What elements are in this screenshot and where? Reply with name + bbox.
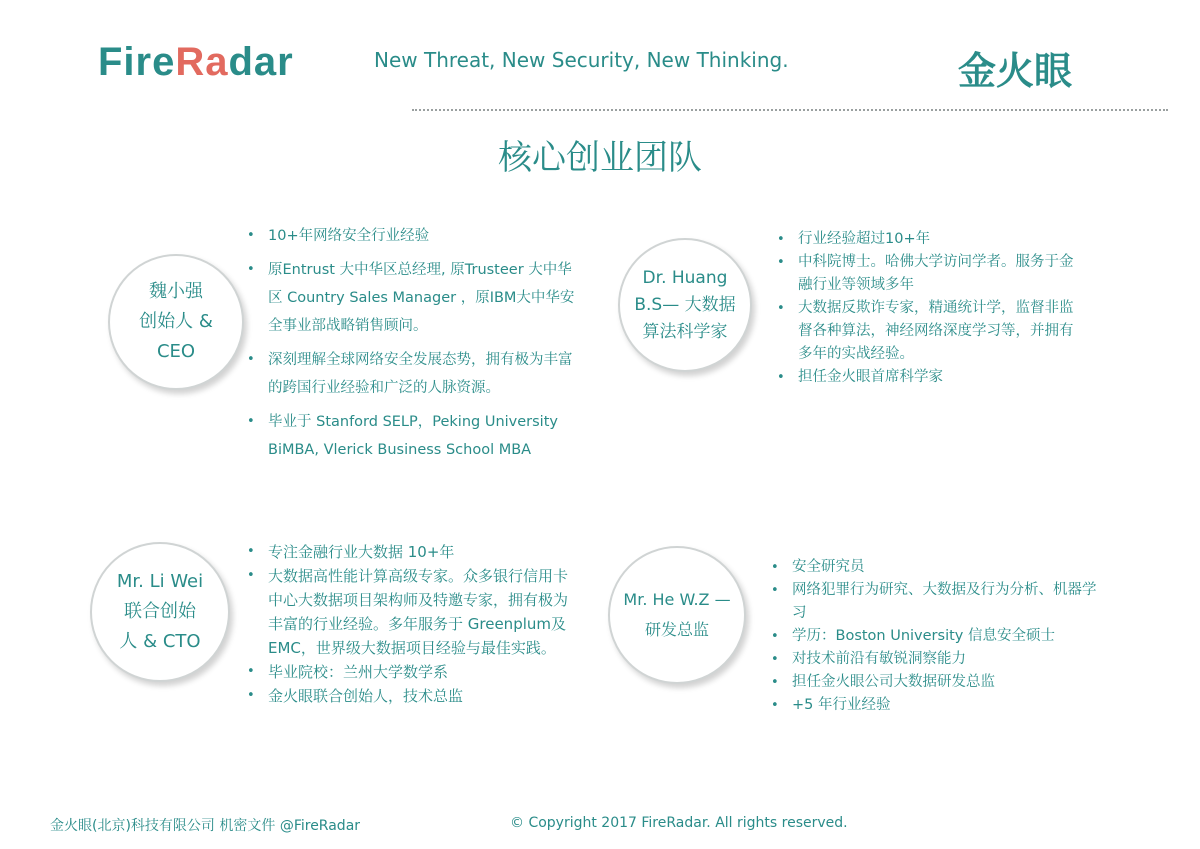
bullet-item: • 毕业院校：兰州大学数学系 bbox=[244, 660, 582, 684]
member-circle-rd bbox=[608, 546, 746, 684]
bullet-item: • 网络犯罪行为研究、大数据及行为分析、机器学习 bbox=[768, 579, 1108, 625]
footer-copyright: © Copyright 2017 FireRadar. All rights reserved. bbox=[510, 815, 848, 831]
bullet-item: • 专注金融行业大数据 10+年 bbox=[244, 540, 582, 564]
bullet-item: • 大数据高性能计算高级专家。众多银行信用卡中心大数据项目架构师及特邀专家，拥有极为丰富的行业经验。多年服务于 Greenplum及 EMC，世界级大数据项目经验与最佳实践。 bbox=[244, 564, 582, 660]
page-title: 核心创业团队 bbox=[498, 138, 702, 178]
bullet-item: • 对技术前沿有敏锐洞察能力 bbox=[768, 648, 1108, 671]
bullet-item: • 10+年网络安全行业经验 bbox=[244, 222, 584, 250]
member-bullets-rd bbox=[768, 556, 1108, 717]
bullet-item: • 中科院博士。哈佛大学访问学者。服务于金融行业等领域多年 bbox=[774, 251, 1074, 297]
brand-cn: 金火眼 bbox=[958, 49, 1073, 93]
bullet-item: • 金火眼联合创始人，技术总监 bbox=[244, 684, 582, 708]
member-bullets-ceo bbox=[244, 222, 584, 464]
member-name-line: B.S— 大数据 bbox=[634, 294, 736, 315]
bullet-item: • 安全研究员 bbox=[768, 556, 1108, 579]
bullet-item: • 担任金火眼公司大数据研发总监 bbox=[768, 671, 1108, 694]
tagline: New Threat, New Security, New Thinking. bbox=[374, 48, 789, 72]
bullet-item: • 担任金火眼首席科学家 bbox=[774, 366, 1074, 389]
member-circle-cto bbox=[90, 542, 230, 682]
bullet-item: • 深刻理解全球网络安全发展态势，拥有极为丰富的跨国行业经验和广泛的人脉资源。 bbox=[244, 346, 584, 402]
member-name-line: Mr. He W.Z — bbox=[623, 590, 731, 609]
member-name-line: CEO bbox=[156, 341, 196, 362]
logo-part: dar bbox=[228, 40, 294, 84]
member-name-line: Mr. Li Wei bbox=[116, 571, 204, 592]
bullet-item: • 学历：Boston University 信息安全硕士 bbox=[768, 625, 1108, 648]
bullet-item: • 原Entrust 大中华区总经理, 原Trusteer 大中华区 Country Sales Manager ，原IBM大中华安全事业部战略销售顾问。 bbox=[244, 256, 584, 340]
logo-accent: Ra bbox=[175, 40, 229, 84]
member-circle-ceo bbox=[108, 254, 244, 390]
member-name-line: Dr. Huang bbox=[642, 267, 728, 288]
member-name-line: 人 & CTO bbox=[119, 631, 201, 652]
member-bullets-cto bbox=[244, 540, 582, 708]
bullet-item: • +5 年行业经验 bbox=[768, 694, 1108, 717]
logo bbox=[98, 40, 294, 85]
member-name-line: 研发总监 bbox=[644, 620, 709, 639]
member-name-line: 创始人 & bbox=[139, 311, 213, 332]
bullet-item: • 毕业于 Stanford SELP，Peking University BiMBA, Vlerick Business School MBA bbox=[244, 408, 584, 464]
header-divider bbox=[412, 109, 1168, 111]
member-name-line: 联合创始 bbox=[123, 601, 196, 622]
logo-part: Fire bbox=[98, 40, 176, 84]
bullet-item: • 行业经验超过10+年 bbox=[774, 228, 1074, 251]
member-circle-scientist bbox=[618, 238, 752, 372]
footer-company: 金火眼(北京)科技有限公司 机密文件 @FireRadar bbox=[50, 818, 361, 834]
member-name-line: 魏小强 bbox=[148, 281, 203, 302]
member-bullets-scientist bbox=[774, 228, 1074, 389]
member-name-line: 算法科学家 bbox=[642, 321, 728, 342]
bullet-item: • 大数据反欺诈专家，精通统计学，监督非监督各种算法，神经网络深度学习等，并拥有多年的实战经验。 bbox=[774, 297, 1074, 366]
